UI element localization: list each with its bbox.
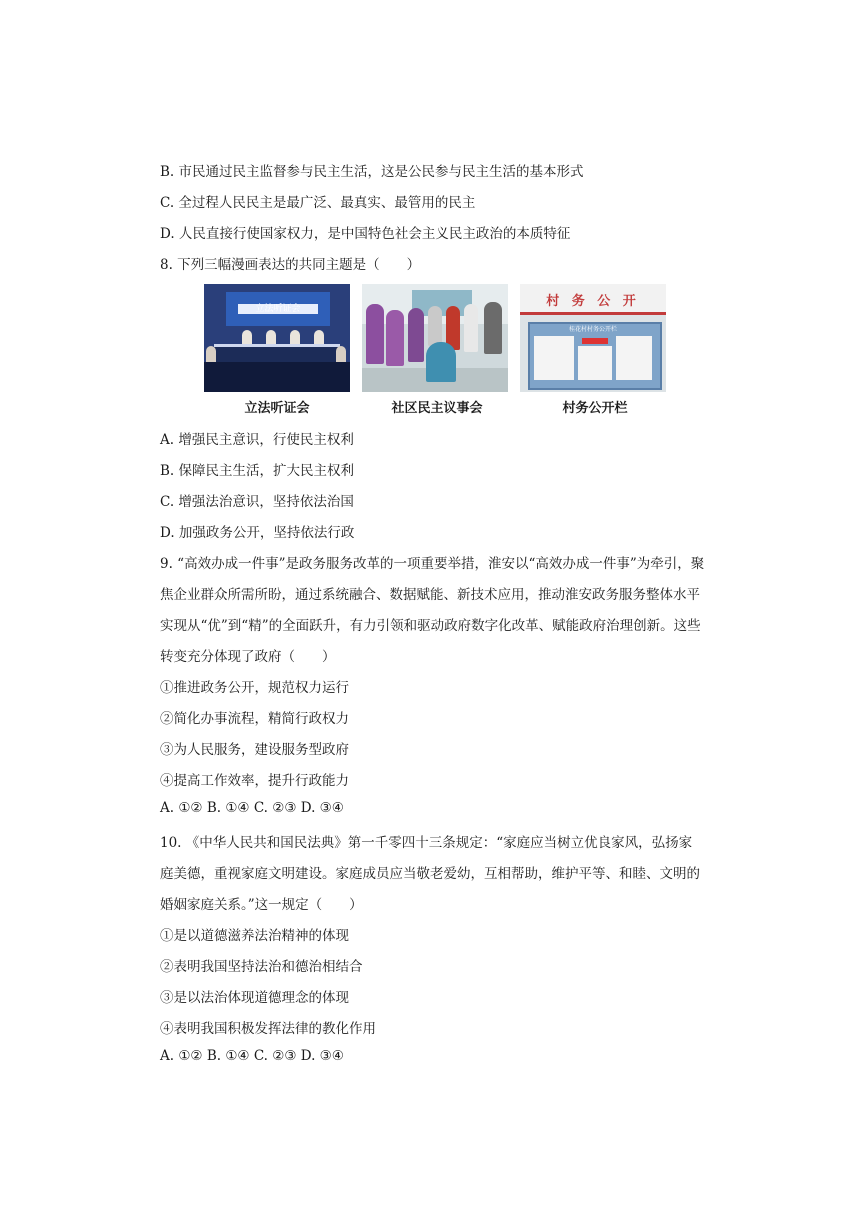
caption-2: 社区民主议事会 (391, 401, 483, 416)
q9-item-3: ③为人民服务，建设服务型政府 (160, 742, 349, 758)
person (484, 302, 502, 354)
q10-options: A. ①② B. ①④ C. ②③ D. ③④ (160, 1048, 344, 1064)
q10-item-2: ②表明我国坚持法治和德治相结合 (160, 959, 363, 975)
q7-option-c: C. 全过程人民民主是最广泛、最真实、最管用的民主 (160, 195, 476, 211)
notice-sheet (534, 336, 574, 380)
q8-option-d: D. 加强政务公开，坚持依法行政 (160, 525, 355, 541)
q9-stem-line-4: 转变充分体现了政府（ ） (160, 649, 336, 665)
person (336, 346, 346, 362)
q9-item-4: ④提高工作效率，提升行政能力 (160, 773, 349, 789)
q8-option-b: B. 保障民主生活，扩大民主权利 (160, 463, 355, 479)
person (206, 346, 216, 362)
q9-options: A. ①② B. ①④ C. ②③ D. ③④ (160, 800, 344, 816)
village-affairs-board-photo (520, 284, 666, 392)
q9-item-2: ②简化办事流程，精简行政权力 (160, 711, 349, 727)
q7-option-b: B. 市民通过民主监督参与民主生活，这是公民参与民主生活的基本形式 (160, 164, 584, 180)
person (428, 306, 442, 346)
q10-stem-line-2: 庭美德，重视家庭文明建设。家庭成员应当敬老爱幼，互相帮助，维护平等、和睦、文明的 (160, 866, 700, 882)
notice-board-title: 桂花村村务公开栏 (568, 326, 617, 333)
notice-sheet (578, 346, 612, 380)
board-header-text: 村 务 公 开 (546, 294, 640, 309)
notice-sheet (616, 336, 652, 380)
q8-option-a: A. 增强民主意识，行使民主权利 (160, 432, 354, 448)
q8-option-c: C. 增强法治意识，坚持依法治国 (160, 494, 354, 510)
q10-stem-line-1: 10. 《中华人民共和国民法典》第一千零四十三条规定：“家庭应当树立优良家风，弘扬家 (160, 835, 693, 851)
red-label (582, 338, 608, 344)
q9-stem-line-2: 焦企业群众所需所盼，通过系统融合、数据赋能、新技术应用，推动淮安政务服务整体水平 (160, 587, 700, 603)
person (408, 308, 424, 362)
person (464, 304, 478, 352)
hearing-banner-text: 立法听证会 (238, 304, 318, 314)
legislative-hearing-photo (204, 284, 350, 392)
q9-stem-line-1: 9. “高效办成一件事”是政务服务改革的一项重要举措，淮安以“高效办成一件事”为牵引，聚 (160, 556, 705, 572)
q7-option-d: D. 人民直接行使国家权力，是中国特色社会主义民主政治的本质特征 (160, 226, 571, 242)
q10-item-3: ③是以法治体现道德理念的体现 (160, 990, 349, 1006)
person (426, 342, 456, 382)
person (386, 310, 404, 366)
q10-item-1: ①是以道德滋养法治精神的体现 (160, 928, 349, 944)
q10-item-4: ④表明我国积极发挥法律的教化作用 (160, 1021, 376, 1037)
caption-1: 立法听证会 (244, 401, 310, 416)
floor (204, 362, 350, 392)
q9-item-1: ①推进政务公开，规范权力运行 (160, 680, 349, 696)
q8-stem: 8. 下列三幅漫画表达的共同主题是（ ） (160, 257, 421, 273)
q9-stem-line-3: 实现从“优”到“精”的全面跃升，有力引领和驱动政府数字化改革、赋能政府治理创新。这些 (160, 618, 701, 634)
q10-stem-line-3: 婚姻家庭关系。”这一规定（ ） (160, 897, 363, 913)
caption-3: 村务公开栏 (562, 401, 628, 416)
community-council-photo (362, 284, 508, 392)
person (366, 304, 384, 364)
